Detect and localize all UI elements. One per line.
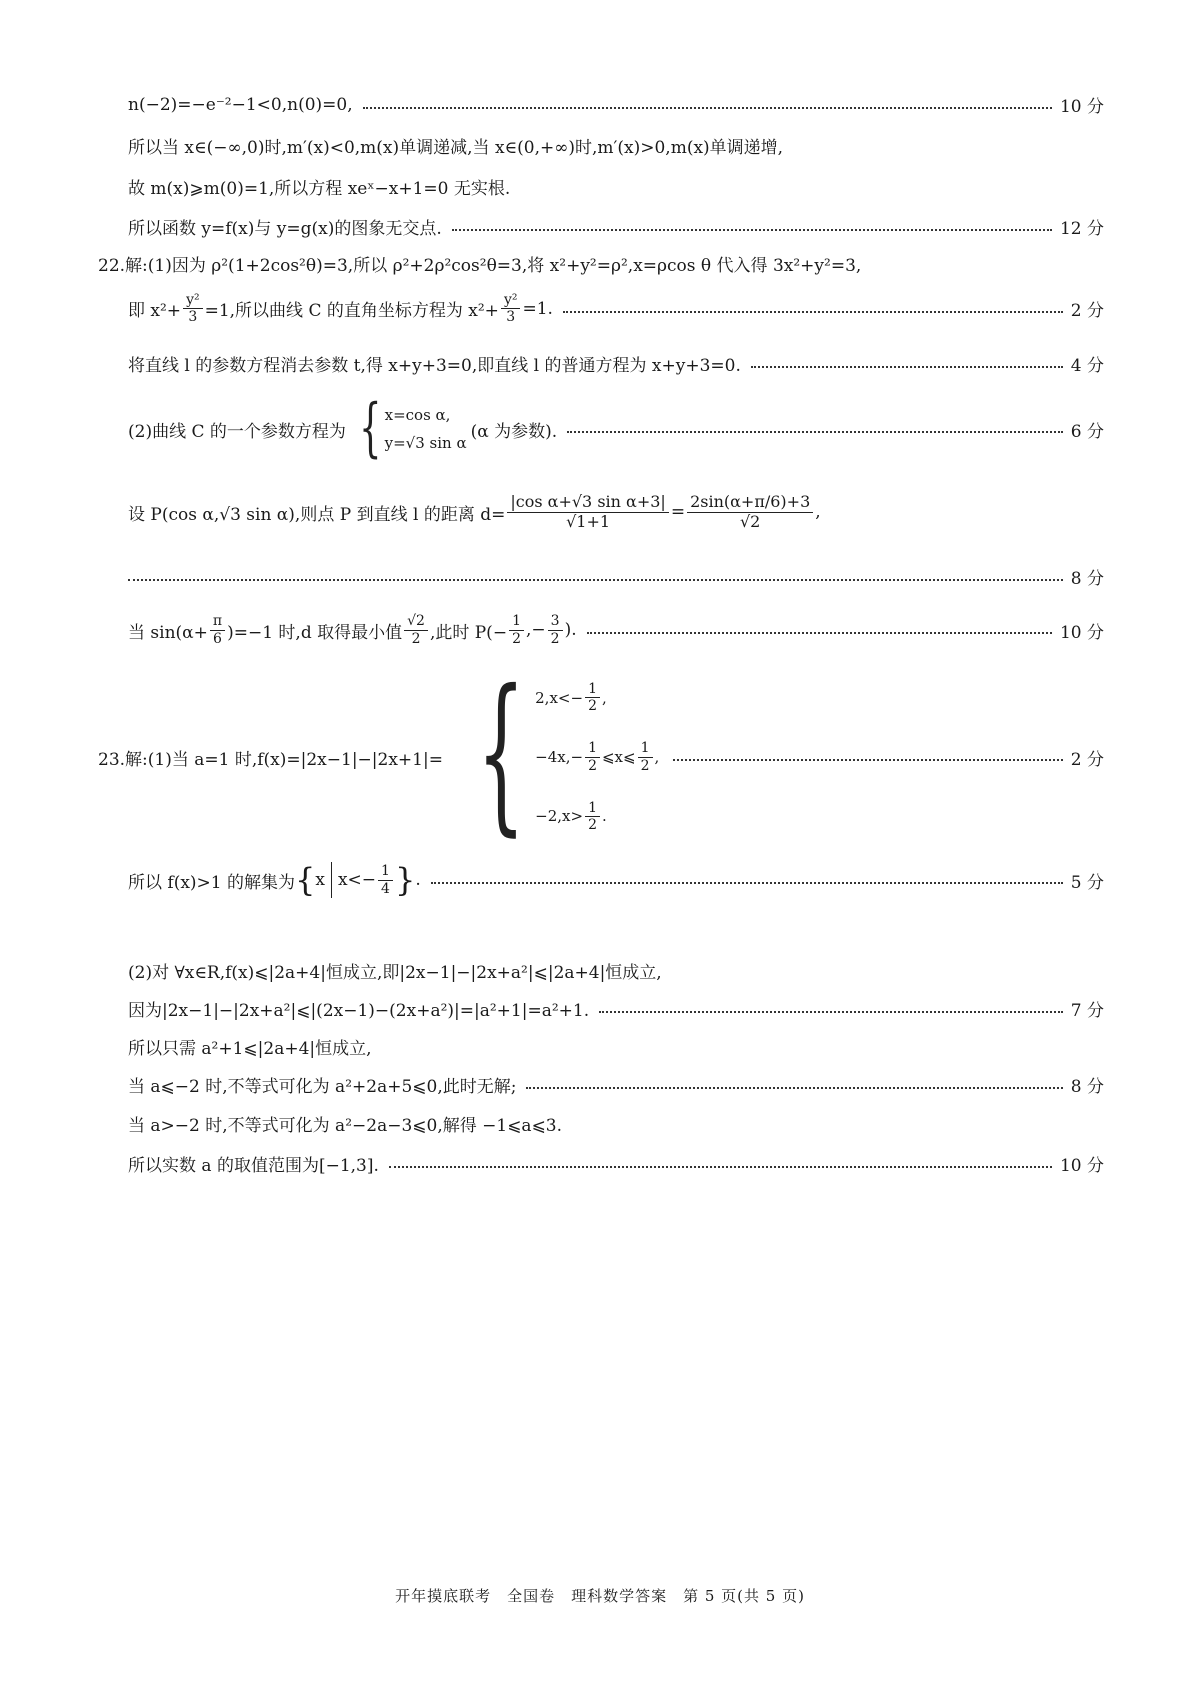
denominator: 2 bbox=[588, 757, 597, 774]
score-label: 5 分 bbox=[1070, 872, 1104, 893]
numerator: π bbox=[210, 613, 225, 630]
fraction bbox=[404, 613, 428, 646]
problem-23-start bbox=[98, 654, 1104, 853]
numerator: 3 bbox=[548, 613, 563, 630]
dot-leader bbox=[563, 311, 1063, 313]
dot-leader bbox=[567, 431, 1063, 433]
line-text: (2)对 ∀x∈R,f(x)⩽|2a+4|恒成立,即|2x−1|−|2x+a²|⩽|2a+4|恒成立, bbox=[128, 963, 662, 983]
line-text: (2)曲线 C 的一个参数方程为 bbox=[128, 421, 346, 442]
line-text: n(−2)=−e⁻²−1<0,n(0)=0, bbox=[128, 94, 353, 115]
solution-line bbox=[128, 856, 1104, 904]
fraction bbox=[501, 292, 521, 325]
score-label: 6 分 bbox=[1070, 421, 1104, 442]
line-text: =1. bbox=[522, 298, 553, 319]
line-text: ,− bbox=[525, 620, 546, 640]
dot-leader bbox=[363, 107, 1052, 109]
solution-line bbox=[128, 1072, 1104, 1097]
right-brace: } bbox=[394, 861, 416, 899]
score-label: 4 分 bbox=[1070, 356, 1104, 376]
line-text: 所以当 x∈(−∞,0)时,m′(x)<0,m(x)单调递减,当 x∈(0,+∞)时,m′(x)>0,m(x)单调递增, bbox=[128, 138, 784, 158]
solution-line bbox=[128, 92, 1104, 117]
fraction bbox=[183, 292, 203, 325]
piecewise-rows bbox=[535, 681, 659, 833]
piece-row: −2,x> $\frac{1}{2}$ . bbox=[535, 799, 607, 833]
line-text: 即 x²+ bbox=[128, 301, 182, 322]
numerator: 1 bbox=[378, 863, 393, 880]
numerator: 2sin(α+π/6)+3 bbox=[687, 493, 813, 512]
line-text: , bbox=[815, 502, 821, 522]
numerator: 1 bbox=[585, 740, 600, 757]
denominator: 2 bbox=[588, 698, 597, 715]
line-text: ,此时 P(− bbox=[429, 622, 508, 643]
dot-leader bbox=[452, 229, 1052, 231]
line-text: 所以实数 a 的取值范围为[−1,3]. bbox=[128, 1156, 379, 1176]
dot-leader bbox=[751, 366, 1063, 368]
denominator: 2 bbox=[640, 757, 650, 774]
set-divider bbox=[331, 862, 332, 898]
left-brace: { bbox=[476, 654, 526, 853]
piece-row: 2,x<− $\frac{1}{2}$ , bbox=[535, 681, 607, 715]
denominator: 6 bbox=[213, 630, 222, 647]
fraction bbox=[548, 613, 563, 646]
line-text: 设 P(cos α,√3 sin α),则点 P 到直线 l 的距离 d= bbox=[128, 504, 506, 525]
score-label: 7 分 bbox=[1070, 1001, 1104, 1021]
denominator: 2 bbox=[512, 630, 521, 647]
solution-line bbox=[128, 292, 1104, 325]
denominator: 3 bbox=[506, 309, 516, 326]
numerator: 1 bbox=[585, 681, 600, 698]
fraction bbox=[585, 740, 600, 773]
left-brace: { bbox=[295, 861, 316, 899]
dot-leader bbox=[599, 1011, 1063, 1013]
line-text: 当 a>−2 时,不等式可化为 a²−2a−3⩽0,解得 −1⩽a⩽3. bbox=[128, 1116, 563, 1136]
numerator: |cos α+√3 sin α+3| bbox=[507, 493, 668, 512]
numerator: y² bbox=[501, 292, 521, 309]
line-text: 所以只需 a²+1⩽|2a+4|恒成立, bbox=[128, 1039, 372, 1059]
line-text: 将直线 l 的参数方程消去参数 t,得 x+y+3=0,即直线 l 的普通方程为 x+y+3=0. bbox=[128, 356, 741, 376]
score-label: 2 分 bbox=[1070, 749, 1104, 770]
fraction bbox=[210, 613, 225, 646]
numerator: 1 bbox=[638, 740, 653, 757]
line-text: 所以函数 y=f(x)与 y=g(x)的图象无交点. bbox=[128, 219, 442, 239]
line-text: 22.解:(1)因为 ρ²(1+2cos²θ)=3,所以 ρ²+2ρ²cos²θ=3,将 x²+y²=ρ²,x=ρcos θ 代入得 3x²+y²=3, bbox=[98, 256, 862, 276]
fraction bbox=[638, 740, 653, 773]
denominator: 4 bbox=[381, 880, 390, 897]
dot-leader bbox=[431, 882, 1063, 884]
score-label: 2 分 bbox=[1070, 301, 1104, 322]
line-text: )=−1 时,d 取得最小值 bbox=[227, 622, 403, 643]
dot-leader bbox=[673, 759, 1062, 761]
numerator: √2 bbox=[404, 613, 428, 630]
system-row: y=√3 sin α bbox=[384, 434, 467, 453]
numerator: y² bbox=[183, 292, 203, 309]
dot-leader bbox=[587, 632, 1052, 634]
system-rows bbox=[385, 400, 467, 458]
dot-leader bbox=[128, 579, 1063, 581]
equals-sign: = bbox=[670, 502, 686, 522]
line-text: =1,所以曲线 C 的直角坐标方程为 x²+ bbox=[204, 301, 499, 322]
denominator: 2 bbox=[411, 630, 421, 647]
denominator: 2 bbox=[588, 816, 597, 833]
line-text: . bbox=[415, 870, 421, 890]
solution-line bbox=[128, 958, 1104, 983]
score-label: 10 分 bbox=[1059, 622, 1104, 643]
fraction bbox=[509, 613, 524, 646]
equation-system bbox=[350, 391, 467, 466]
set-condition: x<− bbox=[337, 870, 377, 890]
line-text: 23.解:(1)当 a=1 时,f(x)=|2x−1|−|2x+1|= bbox=[98, 749, 443, 770]
dot-leader bbox=[389, 1166, 1052, 1168]
problem-22-start bbox=[98, 251, 1104, 276]
denominator: 2 bbox=[550, 630, 560, 647]
solution-line bbox=[128, 351, 1104, 376]
line-text: 所以 f(x)>1 的解集为 bbox=[128, 872, 296, 893]
piece-row: −4x,− $\frac{1}{2}$ ⩽x⩽ $\frac{1}{2}$ , bbox=[535, 740, 660, 774]
line-text: 故 m(x)⩾m(0)=1,所以方程 xeˣ−x+1=0 无实根. bbox=[128, 179, 511, 199]
solution-line bbox=[128, 1151, 1104, 1176]
score-label: 8 分 bbox=[1070, 569, 1104, 589]
dot-leader bbox=[526, 1087, 1062, 1089]
denominator: 3 bbox=[188, 309, 198, 326]
numerator: 1 bbox=[509, 613, 524, 630]
fraction bbox=[585, 681, 600, 714]
score-label: 8 分 bbox=[1070, 1077, 1104, 1097]
system-row: x=cos α, bbox=[384, 405, 451, 424]
solution-line bbox=[128, 482, 1104, 542]
score-label: 10 分 bbox=[1059, 97, 1104, 117]
line-text: ). bbox=[564, 620, 577, 640]
piecewise-function bbox=[447, 654, 660, 853]
fraction bbox=[378, 863, 393, 896]
solution-line bbox=[128, 391, 1104, 466]
line-text: 当 a⩽−2 时,不等式可化为 a²+2a+5⩽0,此时无解; bbox=[128, 1077, 517, 1097]
denominator: √2 bbox=[739, 511, 761, 531]
solution-line bbox=[128, 133, 1104, 158]
solution-line bbox=[128, 214, 1104, 239]
set-variable: x bbox=[315, 870, 325, 890]
line-text: 因为|2x−1|−|2x+a²|⩽|(2x−1)−(2x+a²)|=|a²+1|=a²+1. bbox=[128, 1001, 590, 1021]
score-label: 10 分 bbox=[1059, 1156, 1104, 1176]
fraction bbox=[585, 800, 600, 833]
numerator: 1 bbox=[585, 800, 600, 817]
fraction bbox=[687, 493, 813, 531]
score-label: 12 分 bbox=[1059, 219, 1104, 239]
line-text: 当 sin(α+ bbox=[128, 622, 208, 643]
solution-line bbox=[128, 608, 1104, 652]
solution-line bbox=[128, 996, 1104, 1021]
page-footer: 开年摸底联考 全国卷 理科数学答案 第 5 页(共 5 页) bbox=[395, 1587, 805, 1605]
solution-line bbox=[128, 1034, 1104, 1059]
fraction bbox=[507, 493, 668, 531]
solution-line bbox=[128, 1111, 1104, 1136]
solution-line bbox=[128, 174, 1104, 199]
left-brace: { bbox=[359, 391, 382, 466]
solution-line bbox=[128, 564, 1104, 589]
line-text: (α 为参数). bbox=[470, 421, 558, 442]
denominator: √1+1 bbox=[566, 511, 611, 531]
